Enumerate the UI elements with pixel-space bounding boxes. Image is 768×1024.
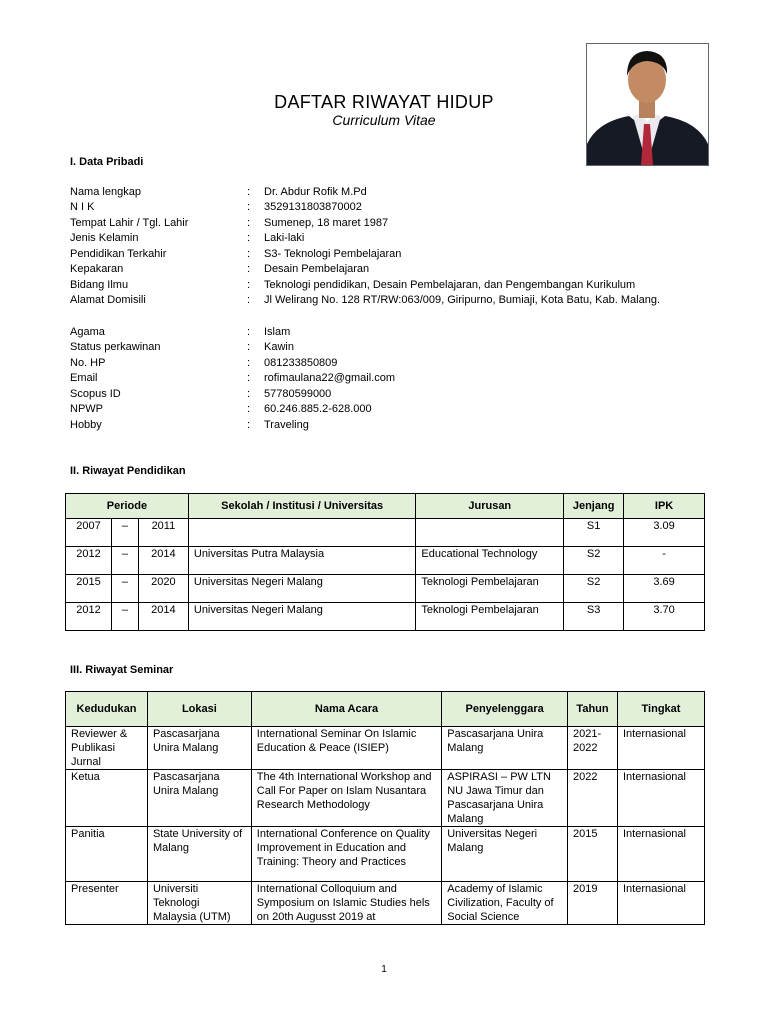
personal-value: 3529131803870002: [264, 201, 362, 213]
personal-label: Nama lengkap: [70, 186, 141, 198]
personal-label: No. HP: [70, 357, 106, 369]
personal-value: Traveling: [264, 419, 309, 431]
table-row: [66, 519, 705, 547]
personal-colon: :: [247, 388, 251, 400]
personal-label: Status perkawinan: [70, 341, 161, 353]
education-end-year: 2011: [138, 519, 188, 547]
education-level: S2: [564, 575, 624, 603]
seminar-organizer: Universitas Negeri Malang: [442, 827, 568, 882]
personal-value: Teknologi pendidikan, Desain Pembelajaran, dan Pengembangan Kurikulum: [264, 279, 636, 291]
personal-label: Hobby: [70, 419, 102, 431]
education-start-year: 2015: [66, 575, 112, 603]
table-row: [66, 827, 705, 882]
education-table: [65, 493, 705, 631]
personal-colon: :: [247, 372, 251, 384]
personal-colon: :: [247, 326, 251, 338]
personal-colon: :: [247, 279, 251, 291]
personal-colon: :: [247, 186, 251, 198]
seminar-location: State University of Malang: [147, 827, 251, 882]
education-end-year: 2014: [138, 603, 188, 631]
personal-colon: :: [247, 248, 251, 260]
seminar-organizer: Pascasarjana Unira Malang: [442, 727, 568, 770]
personal-value: Dr. Abdur Rofik M.Pd: [264, 186, 367, 198]
personal-colon: :: [247, 341, 251, 353]
seminar-header-role: Kedudukan: [66, 692, 148, 727]
personal-colon: :: [247, 232, 251, 244]
personal-value: 081233850809: [264, 357, 338, 369]
personal-value: Kawin: [264, 341, 294, 353]
education-header-school: Sekolah / Institusi / Universitas: [188, 494, 416, 519]
seminar-event: The 4th International Workshop and Call For Paper on Islam Nusantara Research Methodology: [251, 770, 441, 827]
personal-label: Tempat Lahir / Tgl. Lahir: [70, 217, 189, 229]
education-major: [416, 519, 564, 547]
personal-label: Jenis Kelamin: [70, 232, 139, 244]
education-gpa: 3.09: [624, 519, 705, 547]
education-school: Universitas Putra Malaysia: [188, 547, 416, 575]
education-header-level: Jenjang: [564, 494, 624, 519]
education-level: S1: [564, 519, 624, 547]
seminar-header-year: Tahun: [568, 692, 618, 727]
personal-colon: :: [247, 357, 251, 369]
seminar-year: 2019: [568, 882, 618, 925]
education-school: Universitas Negeri Malang: [188, 603, 416, 631]
education-school: [188, 519, 416, 547]
personal-label: N I K: [70, 201, 95, 213]
education-header-gpa: IPK: [624, 494, 705, 519]
personal-value: Sumenep, 18 maret 1987: [264, 217, 389, 229]
personal-label: Scopus ID: [70, 388, 121, 400]
personal-label: Alamat Domisili: [70, 294, 146, 306]
seminar-event: International Seminar On Islamic Education & Peace (ISIEP): [251, 727, 441, 770]
seminar-organizer: Academy of Islamic Civilization, Faculty of Social Science: [442, 882, 568, 925]
seminar-role: Presenter: [66, 882, 148, 925]
table-row: [66, 547, 705, 575]
seminar-location: Pascasarjana Unira Malang: [147, 727, 251, 770]
education-header-major: Jurusan: [416, 494, 564, 519]
personal-colon: :: [247, 217, 251, 229]
seminar-year: 2021-2022: [568, 727, 618, 770]
education-level: S2: [564, 547, 624, 575]
education-start-year: 2007: [66, 519, 112, 547]
education-header-period: Periode: [66, 494, 189, 519]
table-row: [66, 770, 705, 827]
section-personal-heading: I. Data Pribadi: [70, 156, 144, 168]
section-education-heading: II. Riwayat Pendidikan: [70, 465, 186, 477]
personal-value: 60.246.885.2-628.000: [264, 403, 372, 415]
seminar-role: Ketua: [66, 770, 148, 827]
personal-value: Desain Pembelajaran: [264, 263, 370, 275]
education-dash: –: [111, 575, 138, 603]
education-end-year: 2020: [138, 575, 188, 603]
table-row: [66, 882, 705, 925]
personal-label: Email: [70, 372, 98, 384]
education-gpa: -: [624, 547, 705, 575]
personal-colon: :: [247, 263, 251, 275]
personal-label: NPWP: [70, 403, 103, 415]
document-subtitle: Curriculum Vitae: [332, 112, 436, 128]
seminar-level: Internasional: [618, 882, 705, 925]
education-gpa: 3.69: [624, 575, 705, 603]
table-row: [66, 603, 705, 631]
seminar-header-location: Lokasi: [147, 692, 251, 727]
seminar-header-level: Tingkat: [618, 692, 705, 727]
page-number: 1: [381, 964, 387, 975]
education-gpa: 3.70: [624, 603, 705, 631]
personal-label: Pendidikan Terkahir: [70, 248, 167, 260]
seminar-location: Universiti Teknologi Malaysia (UTM): [147, 882, 251, 925]
seminar-header-event: Nama Acara: [251, 692, 441, 727]
seminar-role: Panitia: [66, 827, 148, 882]
education-start-year: 2012: [66, 603, 112, 631]
education-major: Teknologi Pembelajaran: [416, 603, 564, 631]
education-major: Teknologi Pembelajaran: [416, 575, 564, 603]
seminar-level: Internasional: [618, 727, 705, 770]
personal-value: Islam: [264, 326, 291, 338]
personal-value: Jl Welirang No. 128 RT/RW:063/009, Giripurno, Bumiaji, Kota Batu, Kab. Malang.: [264, 294, 660, 306]
seminar-level: Internasional: [618, 770, 705, 827]
seminar-event: International Colloquium and Symposium on Islamic Studies hels on 20th Augusst 2019 at: [251, 882, 441, 925]
personal-value: 57780599000: [264, 388, 332, 400]
education-major: Educational Technology: [416, 547, 564, 575]
education-school: Universitas Negeri Malang: [188, 575, 416, 603]
personal-colon: :: [247, 294, 251, 306]
seminar-table: [65, 691, 705, 925]
document-title: DAFTAR RIWAYAT HIDUP: [274, 92, 494, 112]
seminar-level: Internasional: [618, 827, 705, 882]
personal-value: Laki-laki: [264, 232, 305, 244]
personal-label: Kepakaran: [70, 263, 124, 275]
section-seminar-heading: III. Riwayat Seminar: [70, 664, 174, 676]
personal-value: S3- Teknologi Pembelajaran: [264, 248, 402, 260]
seminar-year: 2022: [568, 770, 618, 827]
personal-label: Bidang Ilmu: [70, 279, 129, 291]
seminar-role: Reviewer & Publikasi Jurnal: [66, 727, 148, 770]
personal-colon: :: [247, 419, 251, 431]
table-row: [66, 575, 705, 603]
seminar-event: International Conference on Quality Improvement in Education and Training: Theory and Practices: [251, 827, 441, 882]
seminar-header-organizer: Penyelenggara: [442, 692, 568, 727]
personal-colon: :: [247, 201, 251, 213]
education-dash: –: [111, 519, 138, 547]
seminar-location: Pascasarjana Unira Malang: [147, 770, 251, 827]
education-level: S3: [564, 603, 624, 631]
personal-value: rofimaulana22@gmail.com: [264, 372, 396, 384]
education-dash: –: [111, 547, 138, 575]
table-row: [66, 727, 705, 770]
education-start-year: 2012: [66, 547, 112, 575]
education-dash: –: [111, 603, 138, 631]
seminar-organizer: ASPIRASI – PW LTN NU Jawa Timur dan Pascasarjana Unira Malang: [442, 770, 568, 827]
personal-label: Agama: [70, 326, 105, 338]
personal-colon: :: [247, 403, 251, 415]
education-end-year: 2014: [138, 547, 188, 575]
seminar-year: 2015: [568, 827, 618, 882]
